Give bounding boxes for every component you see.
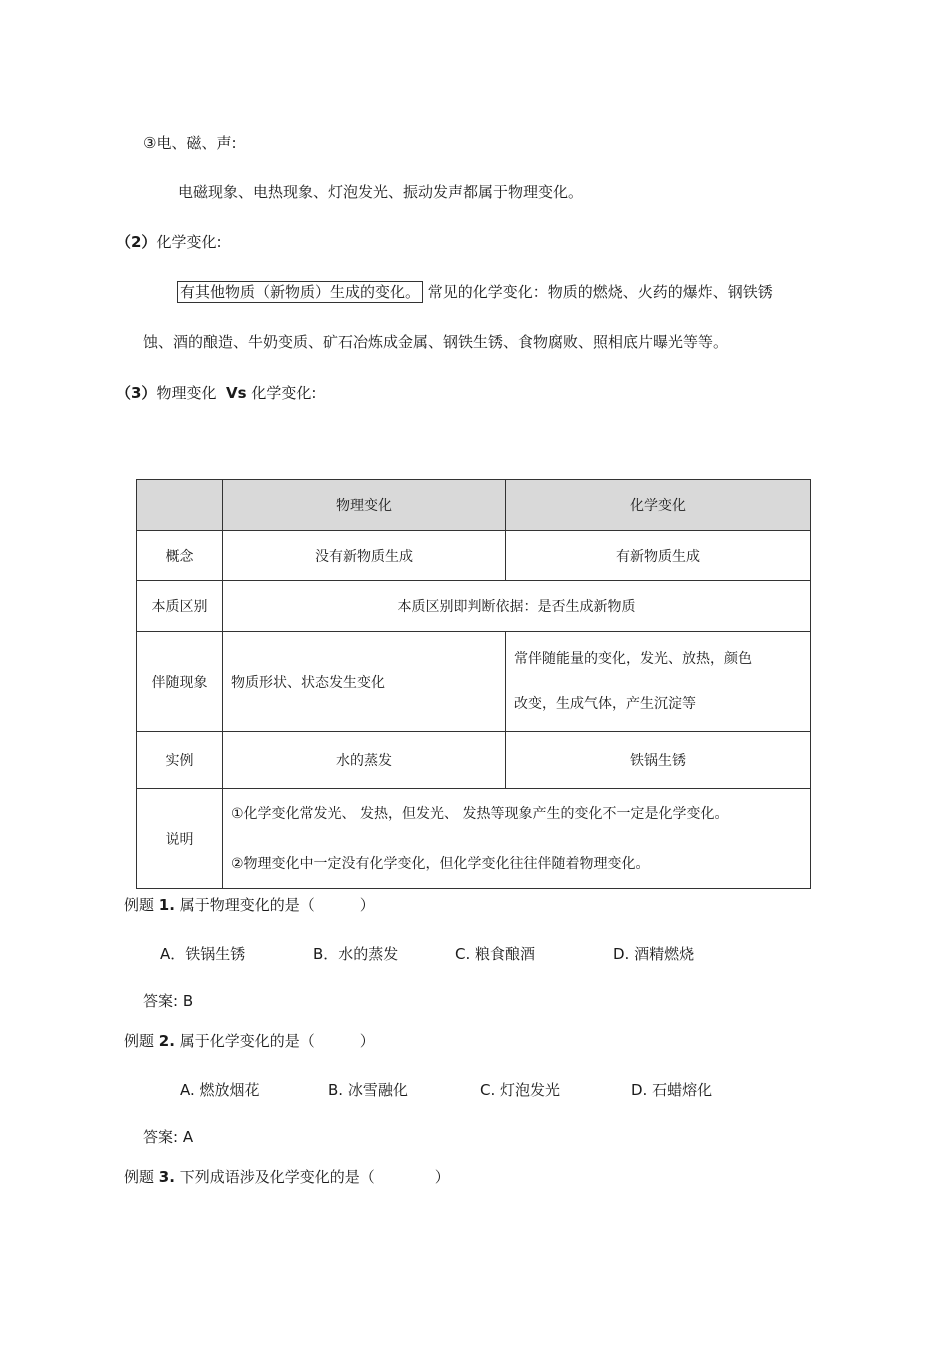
- phenomena-chemical: [506, 632, 811, 732]
- sec2-heading: [116, 232, 222, 252]
- ex1-answer-label: 答案:: [143, 992, 179, 1010]
- ex2-option-b: B. 冰雪融化: [328, 1081, 408, 1099]
- sec2-number: （2）: [116, 233, 157, 251]
- table-header-row: [137, 480, 811, 531]
- table-row-phenomena: [137, 632, 811, 732]
- header-physical: 物理变化: [223, 480, 506, 531]
- ex1-answer-line: [143, 991, 193, 1011]
- ex2-number: 2.: [158, 1032, 175, 1050]
- row-label-essence: 本质区别: [137, 581, 223, 632]
- row-label-concept: 概念: [137, 531, 223, 581]
- row-label-example: 实例: [137, 732, 223, 789]
- sec3-number: （3）: [116, 384, 157, 402]
- ex2-label: 例题: [124, 1032, 155, 1050]
- ex2-answer-line: [143, 1127, 193, 1147]
- sec3-heading: [116, 383, 316, 403]
- ex2-question: 属于化学变化的是（ ）: [179, 1032, 375, 1050]
- note-cell: [223, 789, 811, 889]
- ex3-number: 3.: [158, 1168, 175, 1186]
- ex1-option-a: A．铁锅生锈: [160, 945, 246, 963]
- ex2-answer: A: [182, 1128, 194, 1146]
- ex2-answer-label: 答案:: [143, 1128, 179, 1146]
- comparison-table: [136, 479, 811, 889]
- sec2-line1-rest: 常见的化学变化：物质的燃烧、火药的爆炸、钢铁锈: [427, 283, 773, 301]
- sec2-line2: 蚀、酒的酿造、牛奶变质、矿石冶炼成金属、钢铁生锈、食物腐败、照相底片曝光等等。: [143, 333, 729, 351]
- ex1-question: 属于物理变化的是（ ）: [179, 896, 375, 914]
- sec3-title-b: 化学变化:: [251, 384, 317, 402]
- table-row-example: [137, 732, 811, 789]
- note-line1: ①化学变化常发光、 发热，但发光、 发热等现象产生的变化不一定是化学变化。: [231, 805, 729, 822]
- ex1-option-d: D. 酒精燃烧: [613, 945, 695, 963]
- sec1-heading: ③电、磁、声:: [143, 134, 237, 152]
- ex1-option-b: B．水的蒸发: [313, 945, 399, 963]
- phenomena-physical: 物质形状、状态发生变化: [223, 632, 506, 732]
- sec2-line1: [177, 282, 773, 302]
- example-chemical: 铁锅生锈: [506, 732, 811, 789]
- ex1-number: 1.: [158, 896, 175, 914]
- ex2-option-d: D. 石蜡熔化: [631, 1081, 713, 1099]
- row-label-phenomena: 伴随现象: [137, 632, 223, 732]
- ex3-question: 下列成语涉及化学变化的是（ ）: [179, 1168, 450, 1186]
- phenomena-chemical-line2: 改变，生成气体，产生沉淀等: [514, 696, 696, 712]
- ex2-question-line: [124, 1031, 375, 1051]
- sec1-body: 电磁现象、电热现象、灯泡发光、振动发声都属于物理变化。: [178, 183, 584, 201]
- sec2-boxed-definition: 有其他物质（新物质）生成的变化。: [177, 281, 423, 303]
- ex3-label: 例题: [124, 1168, 155, 1186]
- ex3-question-line: [124, 1167, 450, 1187]
- row-label-note: 说明: [137, 789, 223, 889]
- note-line2: ②物理变化中一定没有化学变化，但化学变化往往伴随着物理变化。: [231, 855, 650, 872]
- ex1-label: 例题: [124, 896, 155, 914]
- ex1-answer: B: [182, 992, 194, 1010]
- sec3-title-a: 物理变化: [156, 384, 217, 402]
- example-physical: 水的蒸发: [223, 732, 506, 789]
- ex1-option-c: C. 粮食酿酒: [455, 945, 536, 963]
- sec3-vs: Vs: [226, 384, 247, 402]
- sec2-title: 化学变化:: [156, 233, 222, 251]
- ex2-option-c: C. 灯泡发光: [480, 1081, 561, 1099]
- table-row-concept: [137, 531, 811, 581]
- ex2-option-a: A. 燃放烟花: [180, 1081, 260, 1099]
- concept-chemical: 有新物质生成: [506, 531, 811, 581]
- header-chemical: 化学变化: [506, 480, 811, 531]
- table-row-note: [137, 789, 811, 889]
- ex1-question-line: [124, 895, 375, 915]
- essence-text: 本质区别即判断依据：是否生成新物质: [223, 581, 811, 632]
- table-row-essence: [137, 581, 811, 632]
- concept-physical: 没有新物质生成: [223, 531, 506, 581]
- header-empty-cell: [137, 480, 223, 531]
- phenomena-chemical-line1: 常伴随能量的变化，发光、放热，颜色: [514, 651, 752, 667]
